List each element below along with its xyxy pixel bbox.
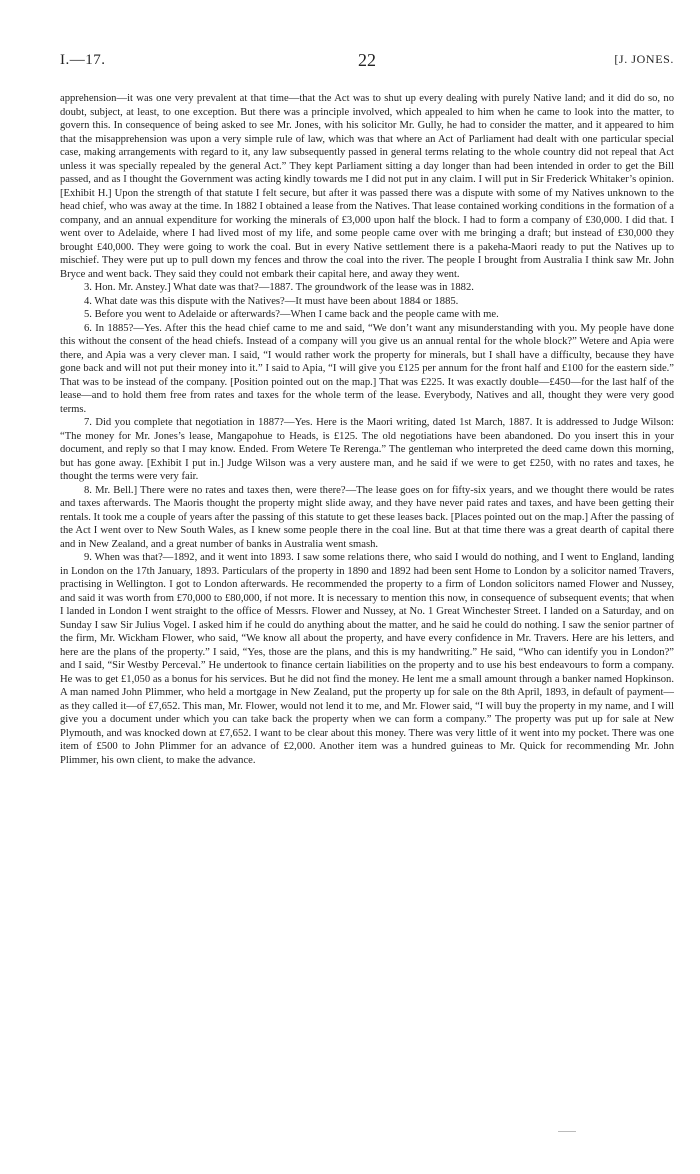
paragraph-continuation: apprehension—it was one very prevalent at that time—that the Act was to shut up every dealing with purely Native land; and it did do so, no doubt, subject, at least, to one exception. But there was a principle involved, which appealed to him when he came to look into the matter, to govern this. In consequence of being asked to see Mr. Jones, with his solicitor Mr. Gully, he had to consider the matter, and it appeared to him that the misapprehension was upon a very simple rule of law, which was that where an Act of Parliament had dealt with one particular special case, making arrangements with regard to it, any law subsequently passed in general terms relating to the whole country did not repeal that Act unless it was specially repealed by the general Act.” They kept Parliament sitting a day longer than had been intended in order to get the Bill passed, and as I thought the Government was acting kindly towards me I did not put in any claim. I will put in Sir Frederick Whitaker’s opinion. [Exhibit H.] Upon the strength of that statute I felt secure, but after it was passed there was a dispute with some of my Natives unknown to the head chief, who was away at the time. In 1882 I obtained a lease from the Natives. That lease contained working conditions in the formation of a company, and an annual expenditure for working the minerals of £3,000 upon half the block. I had to form a company of £30,000. I did that. I went over to Adelaide, where I had lived most of my life, and some people came over with me bringing a draft; but instead of £30,000 they brought £40,000. They were going to work the coal. But in every Native settlement there is a pakeha-Maori ready to put the Natives up to mischief. They were put up to pull down my fences and throw the coal into the river. The people I brought from Australia I think saw Mr. John Bryce and went back. They said they could not embark their capital here, and away they went. [60,93,674,280]
footer-mark [558,1131,576,1132]
question-5: 5. Before you went to Adelaide or afterwards?—When I came back and the people came with me. [84,309,499,320]
question-6: 6. In 1885?—Yes. After this the head chief came to me and said, “We don’t want any misunderstanding with you. My people have done this without the consent of the head chiefs. Instead of a company will you give us an annual rental for the whole block?” Wetere and Apia were there, and Apia was a very clever man. I said, “I would rather work the property for minerals, but I shall have a difficulty, because they have gone back and will not put their money into it.” I said to Apia, “I will give you £125 per annum for the front half and £100 for the eastern side.” That was to be instead of the company. [Position pointed out on the map.] That was £225. It was exactly double—£450—for the last half of the lease—and to hold them free from rates and taxes for the whole term of the lease. Everybody, Natives and all, thought they were very good terms. [60,322,674,415]
evidence-text [60,92,674,767]
paper-reference: I.—17. [60,52,106,68]
witness-name: [J. JONES. [614,52,674,66]
page-header [60,52,674,76]
question-3: 3. Hon. Mr. Anstey.] What date was that?—1887. The groundwork of the lease was in 1882. [84,282,474,293]
question-9: 9. When was that?—1892, and it went into 1893. I saw some relations there, who said I would do nothing, and I went to England, landing in London on the 17th January, 1893. Particulars of the property in 1890 and 1892 had been sent Home to London by a solicitor named Travers, practising in Wellington. I got to London afterwards. He recommended the property to a firm of London solicitors named Flower and Nussey, and said it was worth from £70,000 to £80,000, if not more. It is necessary to mention this now, in consequence of subsequent events; that when I landed in London I went straight to the office of Messrs. Flower and Nussey, at No. 1 Great Winchester Street. I landed on a Saturday, and on Sunday I saw Sir Julius Vogel. I asked him if he could do anything about the matter, and he said he could do nothing. I saw the senior partner of the firm, Mr. Wickham Flower, who said, “We know all about the property, and have every confidence in Mr. Travers. Here are his letters, and here are the plans of the property.” I said, “Yes, those are the plans, and this is my handwriting.” He said, “Who can identify you in London?” and I said, “Sir Westby Perceval.” He undertook to finance certain liabilities on the property and to use his best endeavours to form a company. He was to get £1,050 as a bonus for his services. But he did not find the money. He lent me a small amount through a banker named Hopkinson. A man named John Plimmer, who held a mortgage in New Zealand, put the property up for sale on the 8th April, 1893, in default of payment—as they called it—of £7,652. This man, Mr. Flower, would not lend it to me, and Mr. Flower said, “I will buy the property in my name, and I will give you a document under which you can take back the property when we can form a company.” The property was put up for sale at New Plymouth, and was knocked down at £7,652. I want to be clear about this money. There was very little of it went into my pocket. There was one item of £500 to John Plimmer for an advance of £2,000. Another item was a hundred guineas to Mr. Quick for recommending Mr. John Plimmer, his own client, to make the advance. [60,552,674,766]
question-7: 7. Did you complete that negotiation in 1887?—Yes. Here is the Maori writing, dated 1st March, 1887. It is addressed to Judge Wilson: “The money for Mr. Jones’s lease, Mangapohue to Heads, is £125. The old negotiations have been abandoned. Do you insert this in your document, and reply so that I may know. Ended. From Wetere Te Rerenga.” The gentleman who interpreted the deed came down this morning, but has gone away. [Exhibit I put in.] Judge Wilson was a very austere man, and he said if we were to get £250, with no rates and taxes, he thought the terms were very fair. [60,417,674,482]
page-number: 22 [358,50,376,70]
question-4: 4. What date was this dispute with the Natives?—It must have been about 1884 or 1885. [84,295,459,307]
question-8: 8. Mr. Bell.] There were no rates and taxes then, were there?—The lease goes on for fifty-six years, and we thought there would be rates and taxes afterwards. The Maoris thought the property might slide away, and they have never paid rates and taxes, and have been getting their rentals. It took me a couple of years after the passing of this statute to get these leases back. [Places pointed out on the map.] After the passing of the Act I went over to New South Wales, as I knew some people there in the coal line. But at that time there was a great dearth of capital there and in New Zealand, and a great number of banks in Australia went smash. [60,484,674,550]
